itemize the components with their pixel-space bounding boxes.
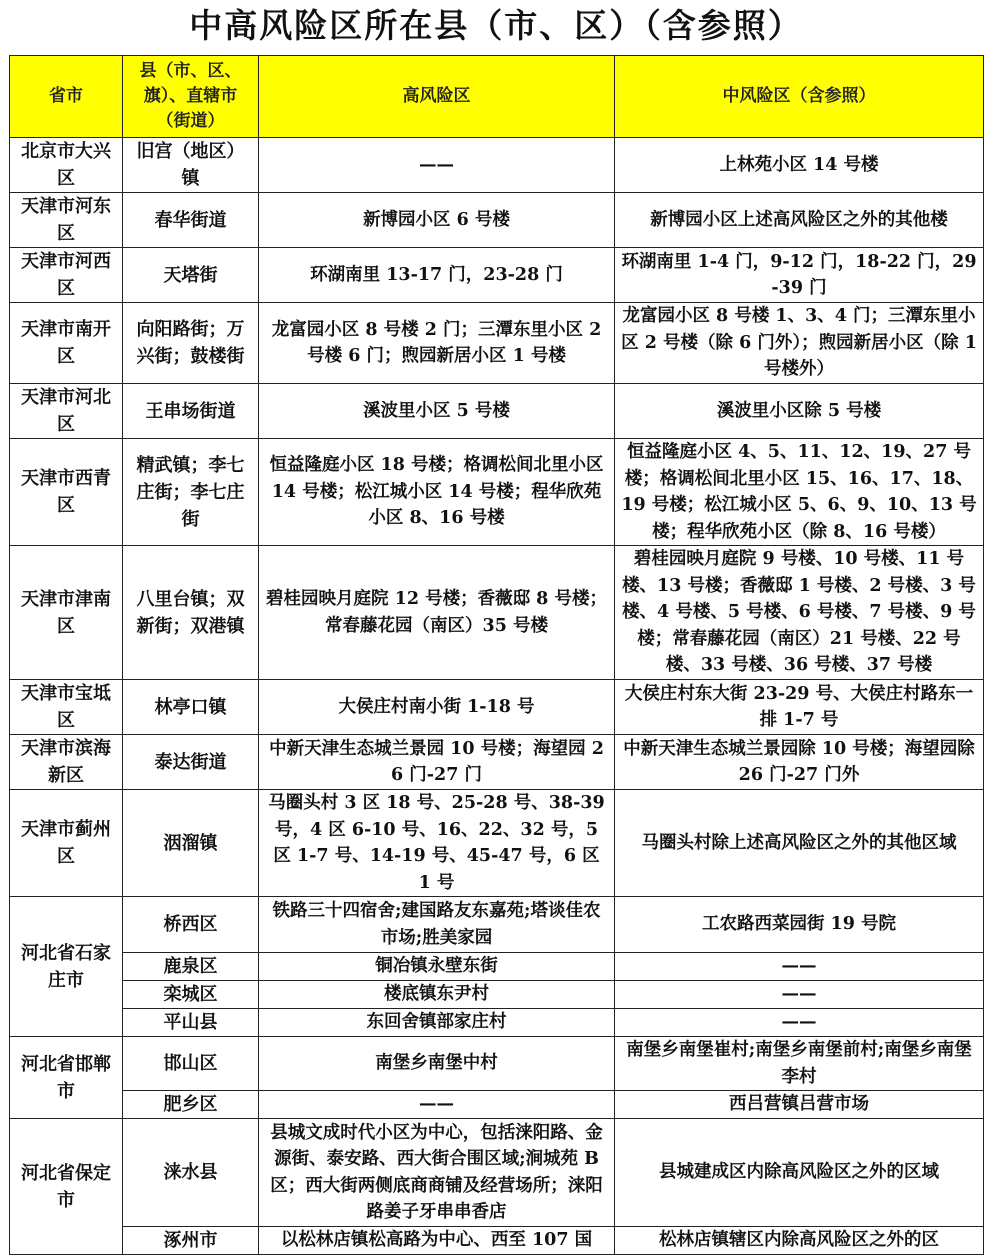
high-risk-cell: 铜冶镇永壁东街	[259, 953, 615, 981]
county-cell: 八里台镇；双新街；双港镇	[123, 546, 259, 680]
table-row	[10, 1119, 984, 1227]
county-cell: 王串场街道	[123, 384, 259, 439]
header-high-risk: 高风险区	[259, 56, 615, 138]
high-risk-cell: 碧桂园映月庭院 12 号楼；香薇邸 8 号楼；常春藤花园（南区）35 号楼	[259, 546, 615, 680]
table-row	[10, 680, 984, 735]
high-risk-cell: 大侯庄村南小街 1-18 号	[259, 680, 615, 735]
county-cell: 桥西区	[123, 897, 259, 953]
medium-risk-cell: 龙富园小区 8 号楼 1、3、4 门；三潭东里小区 2 号楼（除 6 门外）；煦园新居小区（除 1 号楼外）	[615, 303, 984, 384]
province-cell: 天津市河东区	[10, 193, 123, 248]
medium-risk-cell: 工农路西菜园街 19 号院	[615, 897, 984, 953]
header-province: 省市	[10, 56, 123, 138]
medium-risk-cell: 中新天津生态城兰景园除 10 号楼；海望园除 26 门-27 门外	[615, 735, 984, 790]
medium-risk-cell: ——	[615, 981, 984, 1009]
province-cell: 天津市蓟州区	[10, 790, 123, 897]
high-risk-cell: 以松林店镇松高路为中心、西至 107 国	[259, 1227, 615, 1255]
high-risk-cell: 溪波里小区 5 号楼	[259, 384, 615, 439]
medium-risk-cell: 环湖南里 1-4 门，9-12 门，18-22 门，29-39 门	[615, 248, 984, 303]
county-cell: 旧宫（地区）镇	[123, 138, 259, 193]
table-row	[10, 439, 984, 546]
high-risk-cell: 新博园小区 6 号楼	[259, 193, 615, 248]
high-risk-cell: 铁路三十四宿舍;建国路友东嘉苑;塔谈佳农市场;胜美家园	[259, 897, 615, 953]
high-risk-cell: 龙富园小区 8 号楼 2 门；三潭东里小区 2 号楼 6 门；煦园新居小区 1 号楼	[259, 303, 615, 384]
medium-risk-cell: 马圈头村除上述高风险区之外的其他区域	[615, 790, 984, 897]
medium-risk-cell: 大侯庄村东大街 23-29 号、大侯庄村路东一排 1-7 号	[615, 680, 984, 735]
medium-risk-cell: 松林店镇辖区内除高风险区之外的区	[615, 1227, 984, 1255]
province-cell: 河北省保定市	[10, 1119, 123, 1255]
county-cell: 洇溜镇	[123, 790, 259, 897]
county-cell: 涿州市	[123, 1227, 259, 1255]
risk-area-table	[9, 55, 984, 1255]
table-row	[10, 248, 984, 303]
medium-risk-cell: 新博园小区上述高风险区之外的其他楼	[615, 193, 984, 248]
medium-risk-cell: 碧桂园映月庭院 9 号楼、10 号楼、11 号楼、13 号楼；香薇邸 1 号楼、2 号楼、3 号楼、4 号楼、5 号楼、6 号楼、7 号楼、9 号楼；常春藤花园（南区）21 号楼、22 号楼、33 号楼、36 号楼、37 号楼	[615, 546, 984, 680]
medium-risk-cell: 南堡乡南堡崔村;南堡乡南堡前村;南堡乡南堡李村	[615, 1037, 984, 1091]
high-risk-cell: 恒益隆庭小区 18 号楼；格调松间北里小区 14 号楼；松江城小区 14 号楼；程华欣苑小区 8、16 号楼	[259, 439, 615, 546]
county-cell: 平山县	[123, 1009, 259, 1037]
medium-risk-cell: 西吕营镇吕营市场	[615, 1091, 984, 1119]
high-risk-cell: 东回舍镇部家庄村	[259, 1009, 615, 1037]
county-cell: 天塔街	[123, 248, 259, 303]
table-row	[10, 953, 984, 981]
high-risk-cell: ——	[259, 1091, 615, 1119]
table-row	[10, 1037, 984, 1091]
medium-risk-cell: 上林苑小区 14 号楼	[615, 138, 984, 193]
county-cell: 鹿泉区	[123, 953, 259, 981]
table-row	[10, 897, 984, 953]
county-cell: 泰达街道	[123, 735, 259, 790]
table-row	[10, 1009, 984, 1037]
medium-risk-cell: ——	[615, 953, 984, 981]
high-risk-cell: ——	[259, 138, 615, 193]
medium-risk-cell: 恒益隆庭小区 4、5、11、12、19、27 号楼；格调松间北里小区 15、16、17、18、19 号楼；松江城小区 5、6、9、10、13 号楼；程华欣苑小区（除 8、16 号楼）	[615, 439, 984, 546]
county-cell: 肥乡区	[123, 1091, 259, 1119]
province-cell: 天津市河西区	[10, 248, 123, 303]
table-row	[10, 735, 984, 790]
table-row	[10, 303, 984, 384]
province-cell: 天津市南开区	[10, 303, 123, 384]
county-cell: 涞水县	[123, 1119, 259, 1227]
high-risk-cell: 中新天津生态城兰景园 10 号楼；海望园 26 门-27 门	[259, 735, 615, 790]
county-cell: 栾城区	[123, 981, 259, 1009]
table-row	[10, 790, 984, 897]
province-cell: 天津市河北区	[10, 384, 123, 439]
header-medium-risk: 中风险区（含参照）	[615, 56, 984, 138]
high-risk-cell: 楼底镇东尹村	[259, 981, 615, 1009]
medium-risk-cell: ——	[615, 1009, 984, 1037]
table-row	[10, 193, 984, 248]
province-cell: 北京市大兴区	[10, 138, 123, 193]
province-cell: 天津市西青区	[10, 439, 123, 546]
table-row	[10, 546, 984, 680]
province-cell: 天津市津南区	[10, 546, 123, 680]
county-cell: 林亭口镇	[123, 680, 259, 735]
county-cell: 精武镇；李七庄街；李七庄街	[123, 439, 259, 546]
province-cell: 河北省邯郸市	[10, 1037, 123, 1119]
header-county: 县（市、区、旗）、直辖市（街道）	[123, 56, 259, 138]
table-row	[10, 1227, 984, 1255]
medium-risk-cell: 县城建成区内除高风险区之外的区域	[615, 1119, 984, 1227]
county-cell: 邯山区	[123, 1037, 259, 1091]
high-risk-cell: 南堡乡南堡中村	[259, 1037, 615, 1091]
table-row	[10, 1091, 984, 1119]
province-cell: 河北省石家庄市	[10, 897, 123, 1037]
high-risk-cell: 马圈头村 3 区 18 号、25-28 号、38-39 号，4 区 6-10 号、16、22、32 号，5 区 1-7 号、14-19 号、45-47 号，6 区 1 号	[259, 790, 615, 897]
province-cell: 天津市宝坻区	[10, 680, 123, 735]
medium-risk-cell: 溪波里小区除 5 号楼	[615, 384, 984, 439]
county-cell: 向阳路街；万兴街；鼓楼街	[123, 303, 259, 384]
province-cell: 天津市滨海新区	[10, 735, 123, 790]
high-risk-cell: 县城文成时代小区为中心，包括涞阳路、金源街、泰安路、西大街合围区域;涧城苑 B 区；西大街两侧底商商铺及经营场所；涞阳路姜子牙串串香店	[259, 1119, 615, 1227]
high-risk-cell: 环湖南里 13-17 门，23-28 门	[259, 248, 615, 303]
page-title: 中高风险区所在县（市、区）（含参照）	[189, 6, 803, 45]
table-row	[10, 384, 984, 439]
county-cell: 春华街道	[123, 193, 259, 248]
table-row	[10, 138, 984, 193]
table-row	[10, 981, 984, 1009]
table-header-row	[10, 56, 984, 138]
